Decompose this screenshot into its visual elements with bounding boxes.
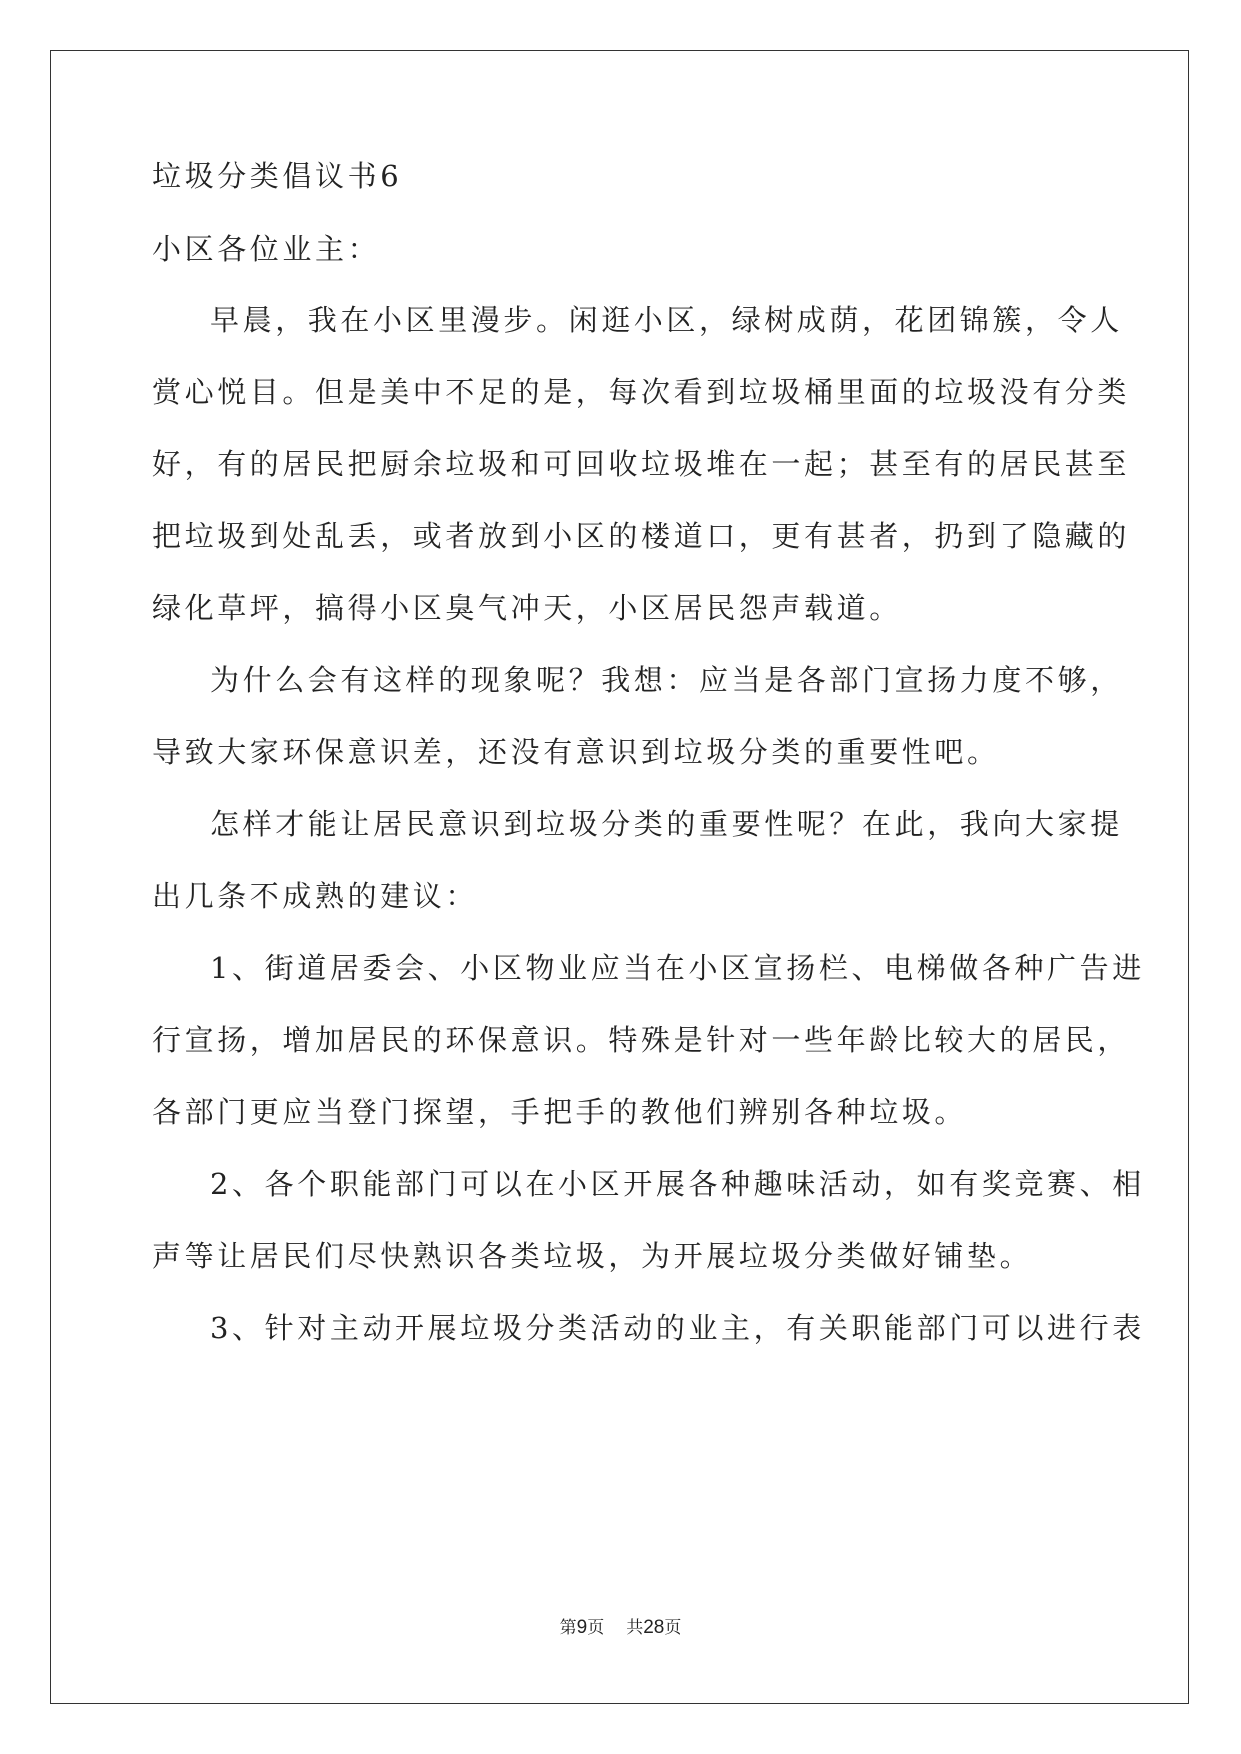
page-border bbox=[50, 50, 1189, 1704]
page-prefix: 第 bbox=[559, 1618, 577, 1638]
page-number: 9 bbox=[576, 1617, 588, 1638]
total-pages: 28 bbox=[643, 1617, 665, 1638]
page-footer bbox=[0, 1613, 1241, 1639]
total-suffix: 页 bbox=[664, 1618, 682, 1638]
total-prefix: 共 bbox=[626, 1618, 644, 1638]
page-suffix: 页 bbox=[587, 1618, 605, 1638]
